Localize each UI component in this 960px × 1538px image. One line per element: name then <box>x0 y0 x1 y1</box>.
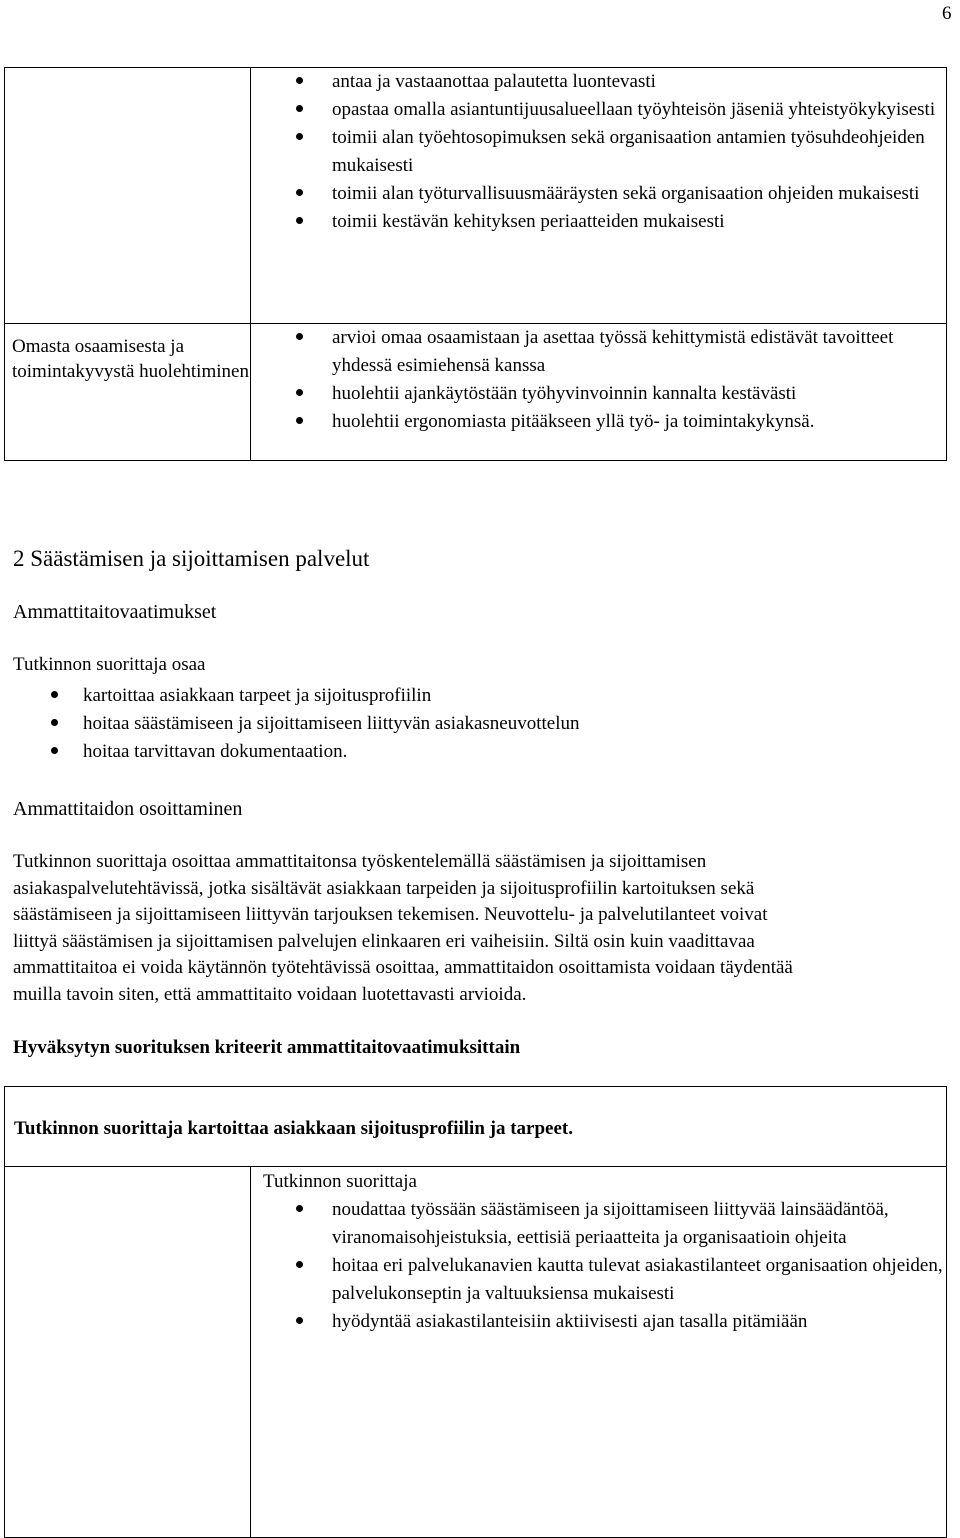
list-item: toimii alan työehtosopimuksen sekä organisaation antamien työsuhdeohjeiden mukaisesti <box>251 124 946 180</box>
requirements-heading: Ammattitaitovaatimukset <box>13 601 217 623</box>
table-cell-label <box>5 324 251 461</box>
paragraph-line: muilla tavoin siten, että ammattitaito voidaan luotettavasti arvioida. <box>13 983 527 1005</box>
table-row <box>5 68 947 324</box>
criteria-subheading: Tutkinnon suorittaja <box>263 1171 417 1192</box>
list-item: kartoittaa asiakkaan tarpeet ja sijoitusprofiilin <box>13 682 913 710</box>
list-item: antaa ja vastaanottaa palautetta luontevasti <box>251 68 946 96</box>
list-item: hyödyntää asiakastilanteisiin aktiivisesti ajan tasalla pitämiään <box>251 1308 946 1336</box>
competence-table <box>4 67 947 461</box>
criteria-heading: Hyväksytyn suorituksen kriteerit ammattitaitovaatimuksittain <box>13 1037 521 1058</box>
table-cell-content <box>251 324 947 461</box>
section-title: 2 Säästämisen ja sijoittamisen palvelut <box>13 546 370 571</box>
list-item: hoitaa tarvittavan dokumentaation. <box>13 738 913 766</box>
paragraph-line: liittyä säästämisen ja sijoittamisen palvelujen elinkaaren eri vaiheisiin. Siltä osin kuin vaadittavaa <box>13 930 755 952</box>
criteria-table <box>4 1086 947 1538</box>
page-number: 6 <box>942 3 952 24</box>
list-item: huolehtii ergonomiasta pitääkseen yllä työ- ja toimintakykynsä. <box>251 408 946 436</box>
demonstration-paragraph <box>13 849 948 1008</box>
table-row <box>5 1167 947 1538</box>
table-cell-content <box>251 68 947 324</box>
list-item: hoitaa eri palvelukanavien kautta tulevat asiakastilanteet organisaation ohjeiden, palvelukonseptin ja valtuuksiensa mukaisesti <box>251 1252 946 1308</box>
bullet-list <box>251 324 946 436</box>
criteria-table-header: Tutkinnon suorittaja kartoittaa asiakkaan sijoitusprofiilin ja tarpeet. <box>14 1118 573 1139</box>
row-label <box>5 68 250 78</box>
paragraph-line: asiakaspalvelutehtävissä, jotka sisältävät asiakkaan tarpeiden ja sijoitusprofiilin kartoituksen sekä <box>13 877 755 899</box>
paragraph-line: Tutkinnon suorittaja osoittaa ammattitaitonsa työskentelemällä säästämisen ja sijoittamisen <box>13 851 707 872</box>
bullet-list <box>251 1196 946 1336</box>
paragraph-line: säästämiseen ja sijoittamiseen liittyvän tarjouksen tekemisen. Neuvottelu- ja palvelutilanteet voivat <box>13 904 768 925</box>
list-item: toimii alan työturvallisuusmääräysten sekä organisaation ohjeiden mukaisesti <box>251 180 946 208</box>
table-header-cell <box>5 1087 947 1167</box>
list-item: opastaa omalla asiantuntijuusalueellaan työyhteisön jäseniä yhteistyökykyisesti <box>251 96 946 124</box>
bullet-list <box>251 68 946 236</box>
table-header-row <box>5 1087 947 1167</box>
requirements-intro: Tutkinnon suorittaja osaa <box>13 654 206 675</box>
table-row <box>5 324 947 461</box>
table-cell-label <box>5 68 251 324</box>
list-item: noudattaa työssään säästämiseen ja sijoittamiseen liittyvää lainsäädäntöä, viranomaisohjeistuksia, eettisiä periaatteita ja organisaatioin ohjeita <box>251 1196 946 1252</box>
demonstration-heading: Ammattitaidon osoittaminen <box>13 798 243 820</box>
list-item: hoitaa säästämiseen ja sijoittamiseen liittyvän asiakasneuvottelun <box>13 710 913 738</box>
requirements-list <box>13 682 913 766</box>
row-label: Omasta osaamisesta ja toimintakyvystä huolehtiminen <box>12 336 249 382</box>
table-cell-label <box>5 1167 251 1538</box>
list-item: huolehtii ajankäytöstään työhyvinvoinnin kannalta kestävästi <box>251 380 946 408</box>
list-item: arvioi omaa osaamistaan ja asettaa työssä kehittymistä edistävät tavoitteet yhdessä esimiehensä kanssa <box>251 324 946 380</box>
paragraph-line: ammattitaitoa ei voida käytännön työtehtävissä osoittaa, ammattitaidon osoittamista voidaan täydentää <box>13 957 793 978</box>
table-cell-content <box>251 1167 947 1538</box>
list-item: toimii kestävän kehityksen periaatteiden mukaisesti <box>251 208 946 236</box>
row-label <box>5 1167 250 1177</box>
